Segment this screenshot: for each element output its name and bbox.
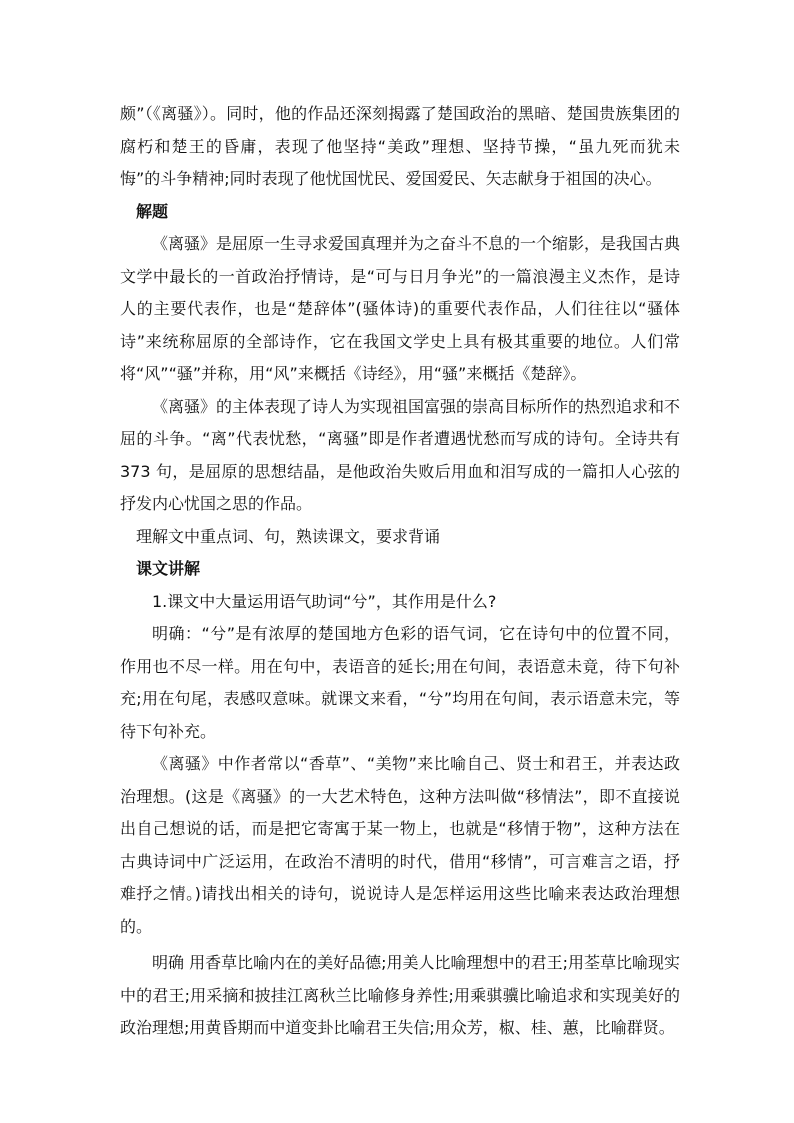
paragraph-jieti-1: 《离骚》是屈原一生寻求爱国真理并为之奋斗不息的一个缩影，是我国古典文学中最长的一首政治抒情诗，是“可与日月争光”的一篇浪漫主义杰作，是诗人的主要代表作，也是“楚辞体”(骚体诗)的重要代表作品，人们往往以“骚体诗”来统称屈原的全部诗作，它在我国文学史上具有极其重要的地位。人们常将“风”“骚”并称，用“风”来概括《诗经》，用“骚”来概括《楚辞》。 [120,234,681,383]
paragraph-jieti-2: 《离骚》的主体表现了诗人为实现祖国富强的崇高目标所作的热烈追求和不屈的斗争。“离”代表忧愁，“离骚”即是作者遭遇忧愁而写成的诗句。全诗共有 373 句，是屈原的思想结晶，是他政治失败后用血和泪写成的一篇扣人心弦的抒发内心忧国之思的作品。 [120,396,681,513]
question-1: 1.课文中大量运用语气助词“兮”，其作用是什么? [152,591,497,611]
paragraph-requirement: 理解文中重点词、句，熟读课文，要求背诵 [136,526,441,546]
paragraph-intro-continued: 颇”（《离骚》）。同时，他的作品还深刻揭露了楚国政治的黑暗、楚国贵族集团的腐朽和楚王的昏庸，表现了他坚持“美政”理想、坚持节操，“虽九死而犹未悔”的斗争精神;同时表现了他忧国忧民、爱国爱民、矢志献身于祖国的决心。 [120,104,680,188]
answer-1: 明确：“兮”是有浓厚的楚国地方色彩的语气词，它在诗句中的位置不同，作用也不尽一样。用在句中，表语音的延长;用在句间，表语意未竟，待下句补充;用在句尾，表感叹意味。就课文来看，“兮”均用在句间，表示语意未完，等待下句补充。 [120,624,680,741]
answer-2: 明确 用香草比喻内在的美好品德;用美人比喻理想中的君王;用荃草比喻现实中的君王;用采摘和披挂江离秋兰比喻修身养性;用乘骐骥比喻追求和实现美好的政治理想;用黄昏期而中道变卦比喻君王失信;用众芳，椒、桂、蕙，比喻群贤。 [120,953,680,1037]
heading-kewen: 课文讲解 [136,559,201,578]
document-page [120,98,680,1045]
question-2: 《离骚》中作者常以“香草”、“美物”来比喻自己、贤士和君王，并表达政治理想。(这是《离骚》的一大艺术特色，这种方法叫做“移情法”，即不直接说出自己想说的话，而是把它寄寓于某一物上，也就是“移情于物”，这种方法在古典诗词中广泛运用，在政治不清明的时代，借用“移情”，可言难言之语，抒难抒之情。)请找出相关的诗句，说说诗人是怎样运用这些比喻来表达政治理想的。 [120,754,680,936]
heading-jieti: 解题 [136,201,169,221]
